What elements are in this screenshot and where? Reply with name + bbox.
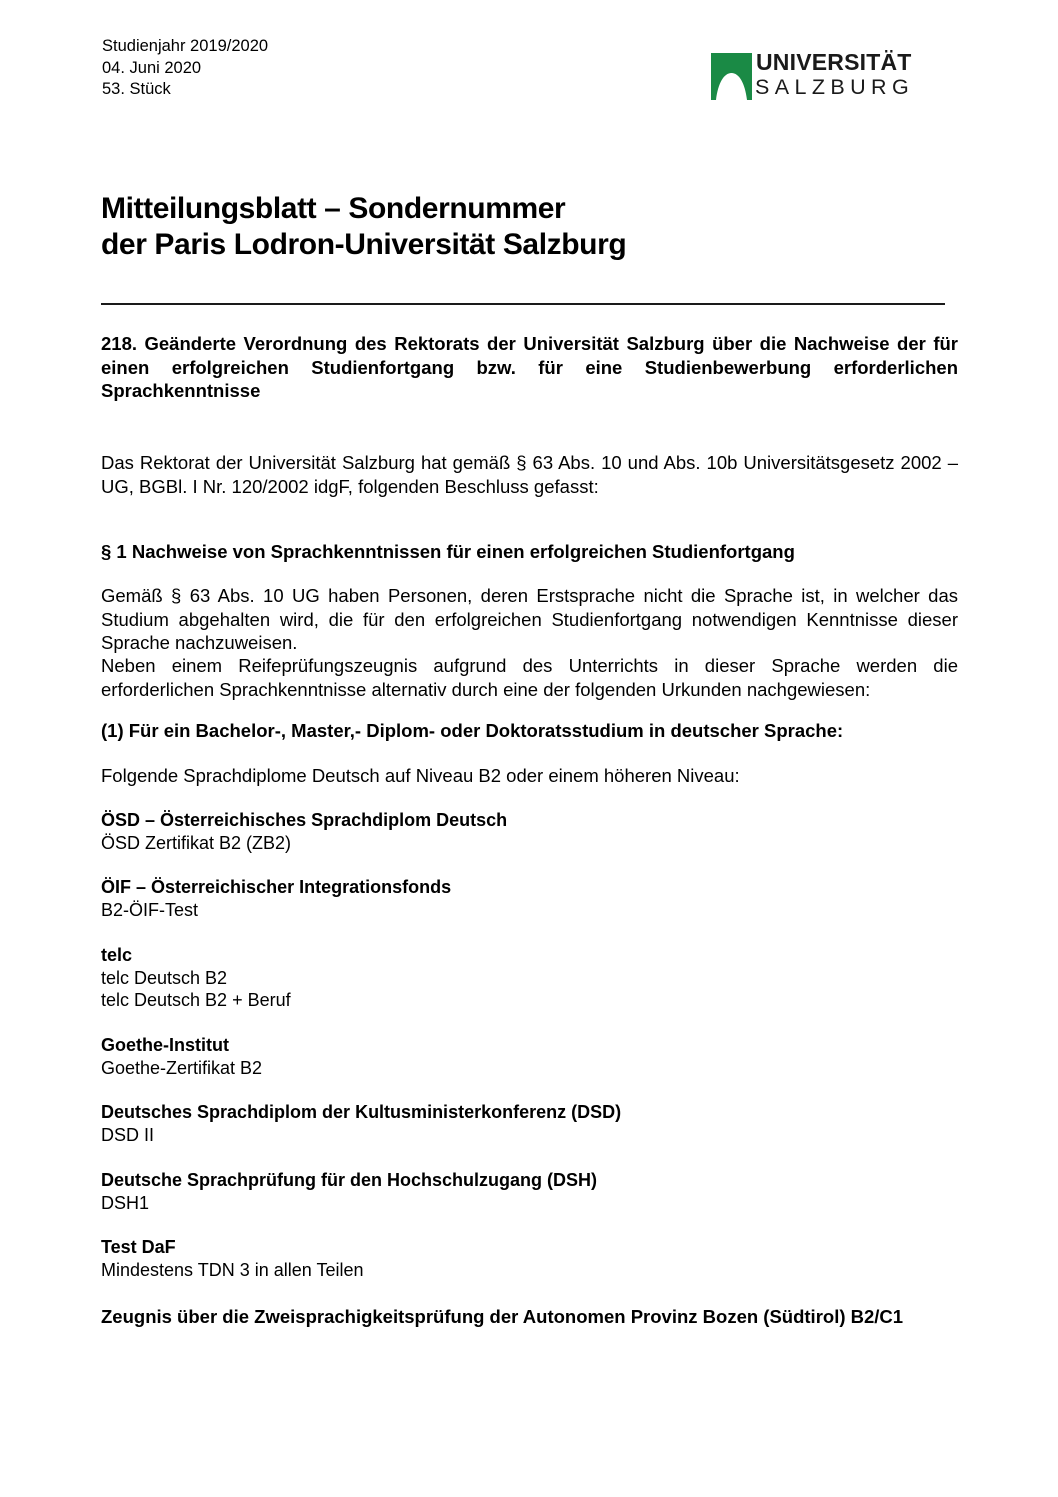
certificate-item: Mindestens TDN 3 in allen Teilen bbox=[101, 1259, 364, 1280]
certificate-item: ÖSD Zertifikat B2 (ZB2) bbox=[101, 832, 292, 853]
university-logo bbox=[711, 49, 921, 102]
certificate-name: Goethe-Institut bbox=[101, 1035, 229, 1055]
certificate-group bbox=[101, 944, 291, 1012]
certificate-name: ÖIF – Österreichischer Integrationsfonds bbox=[101, 877, 452, 897]
paragraph-1-text-1: Gemäß § 63 Abs. 10 UG haben Personen, deren Erstsprache nicht die Sprache ist, in welcher das Studium abgehalten wird, die für den erfolgreichen Studienfortgang notwendigen Kenntnisse dieser Sprache nachzuweisen. bbox=[101, 585, 958, 653]
certificate-item: DSH1 bbox=[101, 1192, 150, 1213]
subsection-1-heading: (1) Für ein Bachelor-, Master,- Diplom- oder Doktoratsstudium in deutscher Sprache: bbox=[101, 720, 844, 741]
certificate-group bbox=[101, 1169, 597, 1214]
section-heading: 218. Geänderte Verordnung des Rektorats der Universität Salzburg über die Nachweise der für einen erfolgreichen Studienfortgang bzw. für eine Studienbewerbung erforderlichen Sprachkenntnisse bbox=[101, 333, 958, 401]
issue-date: 04. Juni 2020 bbox=[102, 58, 202, 77]
certificate-group bbox=[101, 1034, 262, 1079]
arch-logo-icon bbox=[711, 53, 752, 100]
certificate-name: Deutsche Sprachprüfung für den Hochschulzugang (DSH) bbox=[101, 1170, 598, 1190]
academic-year: Studienjahr 2019/2020 bbox=[102, 37, 269, 55]
certificate-item: DSD II bbox=[101, 1124, 155, 1145]
certificate-name: telc bbox=[101, 945, 133, 965]
paragraph-1-text-2: Neben einem Reifeprüfungszeugnis aufgrund des Unterrichts in dieser Sprache werden die erforderlichen Sprachkenntnisse alternativ durch eine der folgenden Urkunden nachgewiesen: bbox=[101, 655, 958, 700]
page-title-line-1: Mitteilungsblatt – Sondernummer bbox=[101, 192, 566, 225]
document-meta bbox=[102, 36, 268, 101]
certificate-item: telc Deutsch B2 bbox=[101, 967, 228, 988]
certificate-group bbox=[101, 876, 451, 921]
certificate-item: Goethe-Zertifikat B2 bbox=[101, 1057, 263, 1078]
subsection-1-intro: Folgende Sprachdiplome Deutsch auf Niveau B2 oder einem höheren Niveau: bbox=[101, 765, 740, 786]
intro-paragraph: Das Rektorat der Universität Salzburg hat gemäß § 63 Abs. 10 und Abs. 10b Universitätsgesetz 2002 – UG, BGBl. I Nr. 120/2002 idgF, folgenden Beschluss gefasst: bbox=[101, 452, 958, 497]
certificate-group bbox=[101, 809, 507, 854]
paragraph-1-heading: § 1 Nachweise von Sprachkenntnissen für einen erfolgreichen Studienfortgang bbox=[101, 541, 795, 562]
certificate-group bbox=[101, 1236, 363, 1281]
certificate-name: ÖSD – Österreichisches Sprachdiplom Deutsch bbox=[101, 810, 508, 830]
certificate-name: Zeugnis über die Zweisprachigkeitsprüfung der Autonomen Provinz Bozen (Südtirol) B2/C1 bbox=[101, 1306, 904, 1327]
issue-number: 53. Stück bbox=[102, 80, 171, 98]
certificate-item: telc Deutsch B2 + Beruf bbox=[101, 990, 291, 1010]
logo-text-salzburg: SALZBURG bbox=[755, 75, 915, 99]
certificate-group bbox=[101, 1101, 621, 1146]
title-divider bbox=[101, 303, 945, 305]
page-title bbox=[101, 191, 626, 263]
page-title-line-2: der Paris Lodron-Universität Salzburg bbox=[101, 228, 627, 261]
certificate-item: B2-ÖIF-Test bbox=[101, 899, 199, 920]
certificate-name: Test DaF bbox=[101, 1237, 176, 1257]
logo-text-universitaet: UNIVERSITÄT bbox=[756, 49, 912, 75]
certificate-name: Deutsches Sprachdiplom der Kultusministerkonferenz (DSD) bbox=[101, 1102, 622, 1122]
